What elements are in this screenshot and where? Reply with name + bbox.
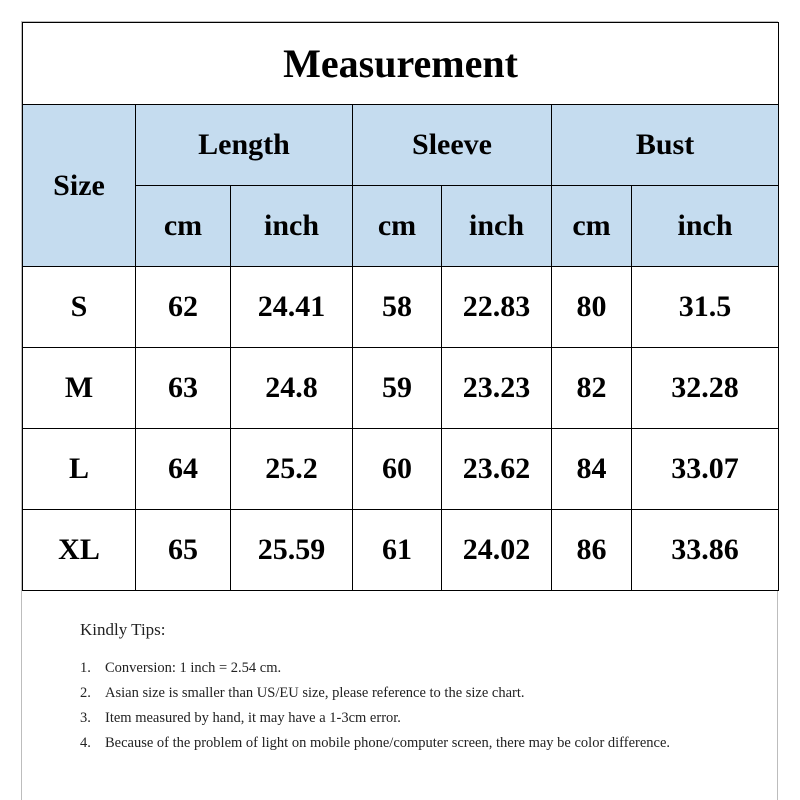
value-cell: 60 bbox=[353, 429, 442, 510]
size-cell: XL bbox=[23, 510, 136, 591]
tip-number: 1. bbox=[80, 660, 91, 676]
tip-number: 4. bbox=[80, 735, 91, 751]
list-item bbox=[80, 681, 720, 706]
value-cell: 33.07 bbox=[632, 429, 779, 510]
size-chart-table bbox=[22, 22, 779, 591]
unit-header: inch bbox=[632, 186, 779, 267]
unit-header: cm bbox=[552, 186, 632, 267]
tip-number: 3. bbox=[80, 710, 91, 726]
length-header: Length bbox=[136, 105, 353, 186]
tip-text: Asian size is smaller than US/EU size, please reference to the size chart. bbox=[105, 685, 525, 701]
tip-text: Conversion: 1 inch = 2.54 cm. bbox=[105, 660, 282, 676]
value-cell: 32.28 bbox=[632, 348, 779, 429]
value-cell: 64 bbox=[136, 429, 231, 510]
value-cell: 61 bbox=[353, 510, 442, 591]
tips-list bbox=[80, 656, 720, 756]
tip-text: Because of the problem of light on mobile phone/computer screen, there may be color difference. bbox=[105, 735, 671, 751]
list-item bbox=[80, 656, 720, 681]
table-title: Measurement bbox=[23, 23, 779, 105]
unit-header: cm bbox=[136, 186, 231, 267]
size-cell: S bbox=[23, 267, 136, 348]
list-item bbox=[80, 706, 720, 731]
table-row bbox=[23, 267, 779, 348]
value-cell: 22.83 bbox=[442, 267, 552, 348]
value-cell: 25.2 bbox=[231, 429, 353, 510]
size-cell: M bbox=[23, 348, 136, 429]
value-cell: 86 bbox=[552, 510, 632, 591]
value-cell: 24.41 bbox=[231, 267, 353, 348]
value-cell: 23.23 bbox=[442, 348, 552, 429]
value-cell: 62 bbox=[136, 267, 231, 348]
sleeve-header: Sleeve bbox=[353, 105, 552, 186]
value-cell: 82 bbox=[552, 348, 632, 429]
value-cell: 63 bbox=[136, 348, 231, 429]
value-cell: 65 bbox=[136, 510, 231, 591]
value-cell: 24.02 bbox=[442, 510, 552, 591]
table-row bbox=[23, 510, 779, 591]
kindly-tips bbox=[80, 620, 720, 756]
tip-text: Item measured by hand, it may have a 1-3cm error. bbox=[105, 710, 401, 726]
value-cell: 84 bbox=[552, 429, 632, 510]
size-header: Size bbox=[23, 105, 136, 267]
table-row bbox=[23, 348, 779, 429]
unit-header: inch bbox=[231, 186, 353, 267]
value-cell: 23.62 bbox=[442, 429, 552, 510]
list-item bbox=[80, 731, 720, 756]
value-cell: 24.8 bbox=[231, 348, 353, 429]
table-row bbox=[23, 429, 779, 510]
unit-header: inch bbox=[442, 186, 552, 267]
tips-title: Kindly Tips: bbox=[80, 620, 166, 639]
value-cell: 80 bbox=[552, 267, 632, 348]
value-cell: 58 bbox=[353, 267, 442, 348]
value-cell: 59 bbox=[353, 348, 442, 429]
value-cell: 25.59 bbox=[231, 510, 353, 591]
bust-header: Bust bbox=[552, 105, 779, 186]
value-cell: 31.5 bbox=[632, 267, 779, 348]
value-cell: 33.86 bbox=[632, 510, 779, 591]
tip-number: 2. bbox=[80, 685, 91, 701]
unit-header: cm bbox=[353, 186, 442, 267]
size-cell: L bbox=[23, 429, 136, 510]
